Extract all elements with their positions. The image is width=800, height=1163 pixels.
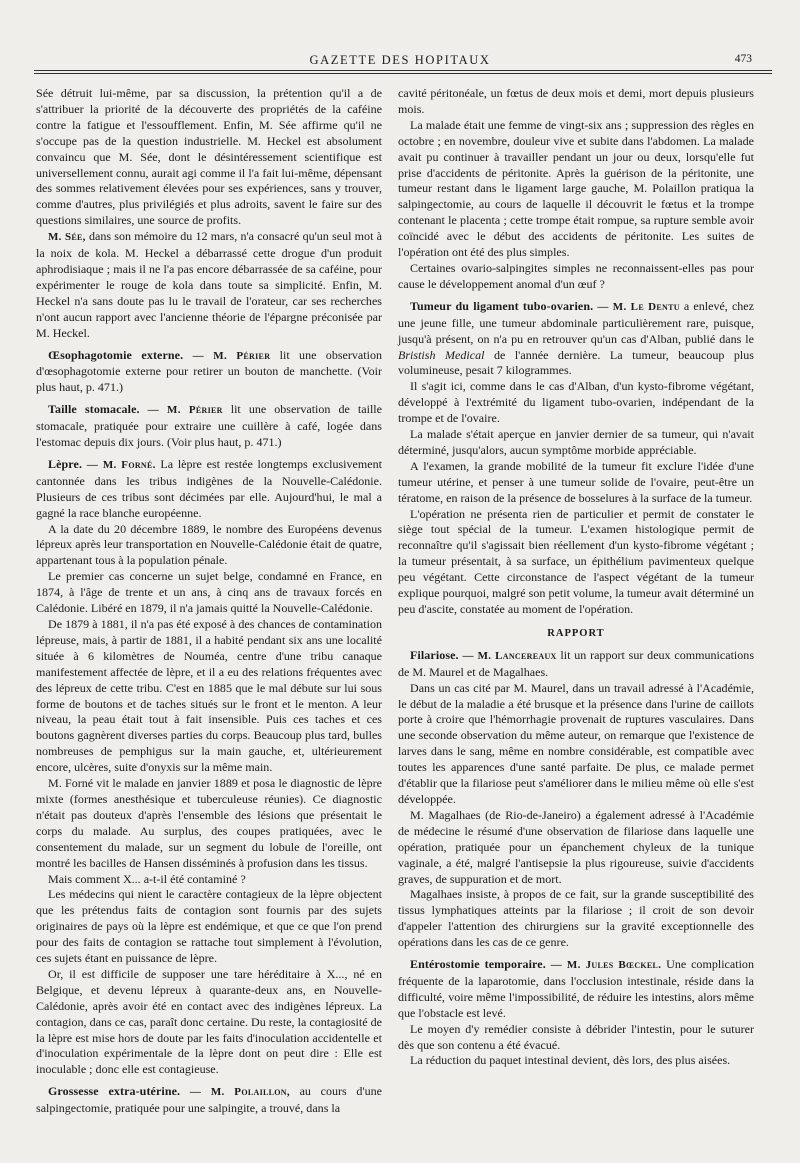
paragraph-text: lit une observation d'œsophagotomie externe pour retirer un bouton de manchette. (Voir plus haut, p. 471.) (36, 347, 383, 395)
paragraph-text: La lèpre est restée longtemps exclusivement cantonnée dans les tribus indigènes de la Nouvelle-Calédonie. Plusieurs de ces tribus sont décimées par elle. Aujourd'hui, le mal a gagné la race blanche européenne. (36, 456, 382, 520)
paragraph: De 1879 à 1881, il n'a pas été exposé à des chances de contamination lépreuse, mais, à partir de 1881, il a habité pendant six ans une localité située à 6 kilomètres de Nouméa, centre d'une tribu canaque manifestement affectée de lèpre, et il a eu des relations fréquentes avec des lépreux de cette tribu. C'est en 1885 que le mal débute sur lui sous forme de boutons et de taches situés sur le front et le menton. A leur niveau, la peau était tout à fait insensible. Puis ces taches et ces boutons gagnèrent diverses parties du corps. Beaucoup plus tard, bulles nombreuses de pemphigus sur la main gauche, et, ultérieurement encore, ulcères, suite d'onyxis sur la même main. (36, 617, 382, 775)
paragraph-text: au cours d'une salpingectomie, pratiquée pour une salpingite, a trouvé, dans la (36, 1084, 382, 1116)
page-number: 473 (734, 53, 752, 65)
paragraph (398, 299, 754, 380)
speaker-name: — M. Périer (192, 349, 271, 362)
paragraph-text: lit une observation de taille stomacale, pratiquée pour extraire une cuillère à café, logée dans l'estomac depuis dix jours. (Voir plus haut, p. 471.) (36, 402, 382, 450)
speaker-name: — M. Jules Bœckel. (550, 959, 662, 972)
paragraph-text: lit un rapport sur deux communications de M. Maurel et de Magalhaes. (398, 647, 755, 679)
paragraph: Certaines ovario-salpingites simples ne reconnaissent-elles pas pour cause le développement anomal d'un œuf ? (398, 260, 754, 291)
paragraph-text: Une complication fréquente de la laparotomie, dans l'occlusion intestinale, réside dans la difficulté, voire même l'impossibilité, de réduire les intestins, alors même que l'obstacle est levé. (398, 957, 754, 1020)
left-column (36, 86, 382, 1117)
journal-name: Bristish Medical (398, 347, 485, 362)
paragraph (36, 1084, 382, 1117)
section-heading: Filariose. (410, 647, 459, 662)
speaker-name: — M. Périer (147, 404, 223, 417)
section-heading: Grossesse extra-utérine. (48, 1084, 181, 1099)
speaker-name: — M. Lancereaux (462, 649, 557, 662)
paragraph: Le premier cas concerne un sujet belge, condamné en France, en 1874, à l'âge de trente et un ans, à cinq ans de travaux forcés en Calédonie. Libéré en 1879, il n'a jamais quitté la Nouvelle-Calédonie. (36, 569, 382, 616)
paragraph: La malade s'était aperçue en janvier dernier de sa tumeur, qui n'avait déterminé, jusqu'alors, aucun symptôme morbide appréciable. (398, 427, 754, 457)
speaker-name: — M. Forné. (86, 458, 156, 471)
paragraph: L'opération ne présenta rien de particulier et permit de constater le siège tout spécial de la tumeur. L'examen histologique permit de reconnaître qu'il s'agissait bien réellement d'un kysto-fibrome végétant ; la tumeur présentait, à sa surface, un épithélium pavimenteux quelque peu végétant. Cette circonstance de l'aspect végétant de la tumeur explique pourquoi, malgré son petit volume, la tumeur avait déterminé un peu d'ascite, constatée au moment de l'opération. (398, 506, 754, 616)
paragraph: La malade était une femme de vingt-six ans ; suppression des règles en octobre ; en novembre, douleur vive et subite dans l'abdomen. La malade avait pu continuer à travailler pendant un jour ou deux, lorsqu'elle fut prise d'accidents de péritonite. Après la guérison de la péritonite, une tumeur restant dans le ligament large gauche, M. Polaillon pratiqua la salpingectomie, au cours de laquelle il découvrit le fœtus et la trompe contenant le placenta ; cette trompe était rompue, sa rupture semble avoir coïncidé avec le début des accidents de péritonite. Les suites de l'opération ont été des plus simples. (398, 117, 754, 260)
header-rule-bottom (34, 73, 772, 74)
running-head (0, 50, 800, 74)
paragraph: Les médecins qui nient le caractère contagieux de la lèpre objectent que les prétendus faits de contagion sont fournis par des sujets originaires de pays où la lèpre est endémique, et que ce que l'on prend pour des faits de contagion se rattache tout simplement à l'évolution, ces sujets étant en puissance de lèpre. (36, 887, 382, 966)
paragraph (36, 457, 382, 522)
header-rule-top (34, 70, 772, 71)
paragraph: cavité péritonéale, un fœtus de deux mois et demi, mort depuis plusieurs mois. (398, 86, 754, 116)
paragraph: Mais comment X... a-t-il été contaminé ? (48, 871, 246, 886)
paragraph (398, 648, 754, 681)
section-heading: Taille stomacale. (48, 402, 140, 417)
paragraph: Sée détruit lui-même, par sa discussion, la prétention qu'il a de s'attribuer la priorité de la découverte des propriétés de la caféine contre la fatigue et l'essoufflement. Enfin, M. Sée affirme qu'il ne s'occupe pas de la question industrielle. M. Heckel est absolument convaincu que M. Sée, dont le désintéressement scientifique est universellement connu, aurait agi comme il l'a fait lui-même, dépensant des sommes relativement élevées pour ses expériences, sans y trouver, comme d'autres, plus privilégiés et plus adroits, savent le faire sur des questions similaires, une source de profits. (36, 86, 382, 228)
section-heading: Œsophagotomie externe. (48, 347, 184, 362)
paragraph: Magalhaes insiste, à propos de ce fait, sur la grande susceptibilité des tissus lymphatiques atteints par la filariose ; il croit de son devoir d'appeler l'attention des chirurgiens sur la gravité exceptionnelle des opérations dans les cas de ce genre. (398, 887, 754, 950)
section-heading: Entérostomie temporaire. (410, 957, 546, 972)
paragraph: A la date du 20 décembre 1889, le nombre des Européens devenus lépreux après leur transportation en Nouvelle-Calédonie était de quatre, appartenant tous à la population pénale. (36, 521, 382, 568)
paragraph (398, 957, 754, 1022)
speaker-name: — M. Polaillon, (189, 1086, 290, 1099)
paragraph: La réduction du paquet intestinal devient, dès lors, des plus aisées. (410, 1053, 731, 1068)
paragraph: Le moyen d'y remédier consiste à débrider l'intestin, pour le suturer dès que son contenu a été évacué. (398, 1021, 754, 1052)
paragraph (36, 348, 382, 397)
section-title: RAPPORT (547, 627, 605, 639)
paragraph (36, 229, 382, 341)
paragraph-text: de l'année dernière. La tumeur, beaucoup plus volumineuse, pesait 7 kilogrammes. (398, 347, 754, 378)
paragraph: A l'examen, la grande mobilité de la tumeur fit exclure l'idée d'une tumeur utérine, et penser à une tumeur solide de l'ovaire, peut-être un tératome, en raison de la présence de bosselures à la surface de la tumeur. (398, 458, 754, 505)
right-column (398, 86, 754, 1069)
speaker-name: M. Sée, (48, 231, 86, 244)
paragraph (36, 402, 382, 451)
journal-title: GAZETTE DES HOPITAUX (309, 53, 491, 67)
paragraph: M. Magalhaes (de Rio-de-Janeiro) a également adressé à l'Académie de médecine le résumé d'une observation de filariose dans laquelle une opération, pratiquée pour un épanchement chyleux de la tunique vaginale, a été, malgré l'antisepsie la plus rigoureuse, suivie d'accidents graves, de suppuration et de mort. (398, 807, 754, 886)
speaker-name: — M. Le Dentu (597, 300, 680, 313)
section-heading: Tumeur du ligament tubo-ovarien. (410, 298, 594, 313)
paragraph-text: a enlevé, chez une jeune fille, une tumeur abdominale particulièrement rare, puisque, jusqu'à présent, on n'a pu en retrouver qu'un cas d'Alban, publié dans le (398, 298, 755, 346)
section-heading: Lèpre. (48, 456, 83, 471)
paragraph: Il s'agit ici, comme dans le cas d'Alban, d'un kysto-fibrome végétant, développé à l'extrémité du ligament tubo-ovarien, indépendant de la trompe et de l'ovaire. (398, 379, 754, 426)
paragraph: Dans un cas cité par M. Maurel, dans un travail adressé à l'Académie, le début de la maladie a été brusque et la présence dans l'urine de caillots porte à croire que l'hémorrhagie provenait de ruptures vasculaires. Dans une seconde observation du même auteur, on remarque que l'existence de larves dans le sang, même en nombre considérable, est compatible avec toutes les apparences d'une santé parfaite. De plus, ce malade permet d'établir que la filariose peut s'améliorer dans le milieu même où elle s'est développée. (398, 680, 754, 806)
paragraph: Or, il est difficile de supposer une tare héréditaire à X..., né en Belgique, et devenu lépreux à quarante-deux ans, en Nouvelle-Calédonie, après avoir été en contact avec des indigènes lépreux. La contagion, dans ce cas, paraît donc certaine. Du reste, la contagiosité de la lèpre est mise hors de doute par les faits d'inoculation accidentelle et d'inoculation expérimentale de la lèpre dont on peut dire : Elle est inoculable ; donc elle est contagieuse. (36, 966, 382, 1077)
paragraph-text: dans son mémoire du 12 mars, n'a consacré qu'un seul mot à la noix de kola. M. Heckel a débarrassé cette drogue d'un produit aphrodisiaque ; mais il ne l'a pas encore débarrassée de sa caféine, pour expérimenter le rouge de kola dans toute sa simplicité. Enfin, M. Heckel n'a sans doute pas lu le travail de l'orateur, car ses recherches n'ont aucun rapport avec l'ancienne théorie de l'épargne préconisée par M. Heckel. (36, 229, 382, 340)
paragraph: M. Forné vit le malade en janvier 1889 et posa le diagnostic de lèpre mixte (formes anesthésique et tuberculeuse réunies). Ce diagnostic n'était pas douteux d'après l'ensemble des lésions que présentait le corps du malade. Au surplus, des coupes pratiquées, avec le consentement du malade, sur un segment du lobule de l'oreille, ont montré les bacilles de Hansen disséminés à profusion dans les tissus. (36, 776, 382, 870)
